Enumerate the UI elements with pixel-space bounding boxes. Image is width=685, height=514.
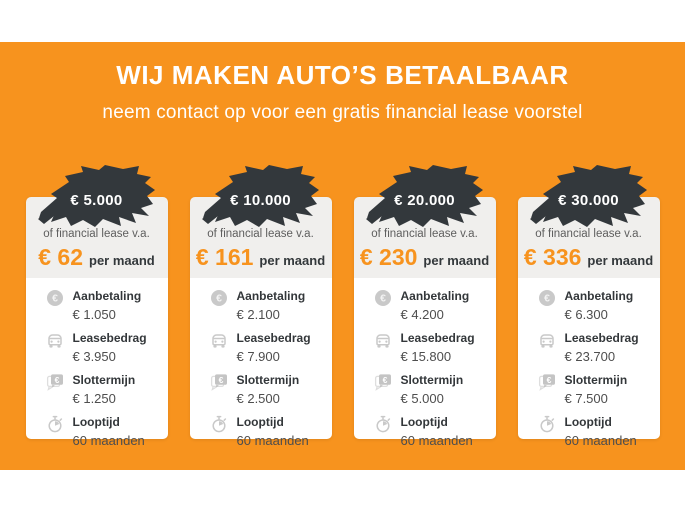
row-aanbetaling (374, 289, 488, 323)
monthly-price-line (360, 244, 489, 271)
page-subtitle: neem contact op voor een gratis financial lease voorstel (102, 102, 583, 123)
row-label: Looptijd (72, 415, 120, 429)
coin-icon (210, 289, 228, 307)
title-bold: BETAALBAAR (385, 60, 569, 90)
row-label: Leasebedrag (400, 331, 475, 345)
monthly-price-line (196, 244, 325, 271)
finance-line: of financial lease v.a. (207, 228, 314, 240)
title-regular: WIJ MAKEN AUTO’S (116, 60, 378, 90)
row-label: Leasebedrag (236, 331, 311, 345)
page-title (0, 59, 685, 91)
row-value: € 3.950 (72, 349, 116, 364)
row-label: Looptijd (400, 415, 448, 429)
row-value: € 7.500 (564, 391, 608, 406)
stopwatch-icon (374, 415, 392, 433)
price-badge (199, 163, 323, 231)
speech-bubble-euro-icon (374, 373, 392, 391)
row-leasebedrag (210, 331, 324, 365)
row-aanbetaling (46, 289, 160, 323)
car-icon (210, 331, 228, 349)
row-looptijd (46, 415, 160, 449)
finance-line: of financial lease v.a. (371, 228, 478, 240)
stopwatch-icon (538, 415, 556, 433)
monthly-price-line (524, 244, 653, 271)
coin-icon (538, 289, 556, 307)
row-looptijd (538, 415, 652, 449)
stopwatch-icon (210, 415, 228, 433)
banner-header (0, 42, 685, 125)
row-value: € 2.500 (236, 391, 280, 406)
row-label: Slottermijn (400, 373, 464, 387)
row-value: € 6.300 (564, 307, 608, 322)
speech-bubble-euro-icon (210, 373, 228, 391)
coin-icon (46, 289, 64, 307)
row-value: € 1.250 (72, 391, 116, 406)
monthly-price-line (38, 244, 155, 271)
row-value: € 5.000 (400, 391, 444, 406)
row-value: € 23.700 (564, 349, 616, 364)
car-icon (538, 331, 556, 349)
car-icon (374, 331, 392, 349)
orange-banner (0, 42, 685, 470)
car-icon (46, 331, 64, 349)
row-label: Slottermijn (72, 373, 136, 387)
row-value: 60 maanden (72, 433, 145, 448)
monthly-price: € 336 (523, 244, 582, 270)
badge-amount: € 5.000 (70, 192, 123, 209)
stopwatch-icon (46, 415, 64, 433)
row-value: 60 maanden (564, 433, 637, 448)
coin-icon (374, 289, 392, 307)
badge-amount: € 30.000 (558, 192, 619, 209)
row-label: Looptijd (236, 415, 284, 429)
row-label: Slottermijn (564, 373, 628, 387)
row-label: Aanbetaling (72, 289, 142, 303)
row-label: Leasebedrag (72, 331, 147, 345)
row-leasebedrag (374, 331, 488, 365)
row-leasebedrag (538, 331, 652, 365)
speech-bubble-euro-icon (46, 373, 64, 391)
pricing-card (26, 192, 168, 448)
row-value: € 15.800 (400, 349, 452, 364)
price-suffix: per maand (587, 253, 654, 268)
price-suffix: per maand (423, 253, 490, 268)
row-value: € 2.100 (236, 307, 280, 322)
row-label: Looptijd (564, 415, 612, 429)
row-value: 60 maanden (236, 433, 309, 448)
row-slottermijn (46, 373, 160, 407)
row-value: € 4.200 (400, 307, 444, 322)
card-details-section (190, 278, 332, 448)
row-slottermijn (374, 373, 488, 407)
monthly-price: € 230 (359, 244, 418, 270)
monthly-price: € 62 (38, 244, 83, 270)
pricing-card (354, 192, 496, 448)
price-suffix: per maand (89, 253, 155, 268)
row-aanbetaling (210, 289, 324, 323)
card-details-section (354, 278, 496, 448)
row-value: € 1.050 (72, 307, 116, 322)
row-looptijd (210, 415, 324, 449)
price-badge (527, 163, 651, 231)
pricing-card (190, 192, 332, 448)
row-label: Aanbetaling (236, 289, 306, 303)
price-suffix: per maand (259, 253, 326, 268)
row-slottermijn (538, 373, 652, 407)
card-details-section (518, 278, 660, 448)
card-details-section (26, 278, 168, 448)
price-badge (35, 163, 159, 231)
row-label: Aanbetaling (400, 289, 470, 303)
cards-row (0, 192, 685, 448)
pricing-card (518, 192, 660, 448)
row-label: Aanbetaling (564, 289, 634, 303)
row-value: 60 maanden (400, 433, 473, 448)
badge-amount: € 20.000 (394, 192, 455, 209)
row-looptijd (374, 415, 488, 449)
row-value: € 7.900 (236, 349, 280, 364)
row-aanbetaling (538, 289, 652, 323)
price-badge (363, 163, 487, 231)
row-leasebedrag (46, 331, 160, 365)
row-label: Leasebedrag (564, 331, 639, 345)
finance-line: of financial lease v.a. (535, 228, 642, 240)
finance-line: of financial lease v.a. (43, 228, 150, 240)
row-slottermijn (210, 373, 324, 407)
monthly-price: € 161 (195, 244, 254, 270)
row-label: Slottermijn (236, 373, 300, 387)
badge-amount: € 10.000 (230, 192, 291, 209)
speech-bubble-euro-icon (538, 373, 556, 391)
